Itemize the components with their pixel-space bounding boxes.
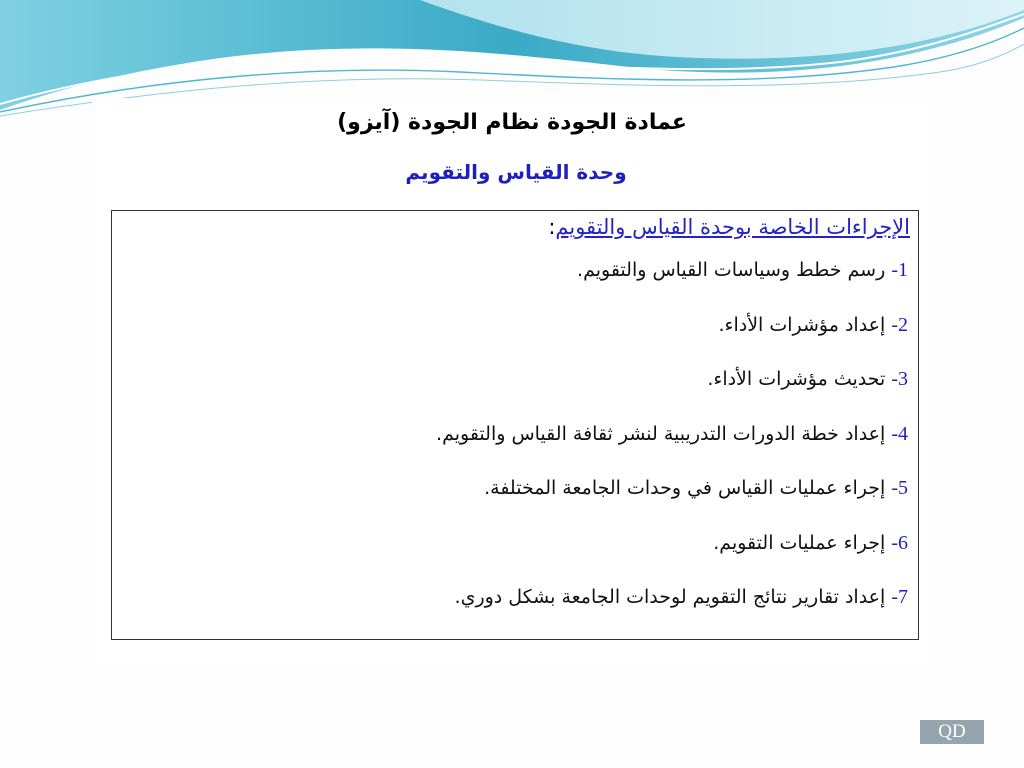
procedure-text: رسم خطط وسياسات القياس والتقويم. [577, 259, 892, 281]
procedure-item-5 [484, 477, 908, 500]
procedure-item-6 [713, 532, 908, 555]
procedure-number: 4- [891, 423, 908, 445]
procedure-text: تحديث مؤشرات الأداء. [707, 368, 892, 390]
procedure-item-7 [455, 586, 908, 609]
procedure-item-2 [718, 314, 908, 337]
qd-badge: QD [920, 720, 984, 744]
procedure-text: إعداد مؤشرات الأداء. [718, 314, 892, 336]
procedure-number: 3- [891, 368, 908, 390]
procedure-number: 7- [891, 586, 908, 608]
box-heading [548, 215, 910, 239]
procedure-number: 2- [891, 314, 908, 336]
page-subtitle: وحدة القياس والتقويم [405, 160, 627, 184]
procedure-text: إجراء عمليات التقويم. [713, 532, 892, 554]
procedure-text: إجراء عمليات القياس في وحدات الجامعة المختلفة. [484, 477, 892, 499]
procedure-item-4 [436, 423, 908, 446]
box-heading-link[interactable]: الإجراءات الخاصة بوحدة القياس والتقويم [555, 215, 910, 239]
page-title: عمادة الجودة نظام الجودة (آيزو) [337, 110, 687, 135]
box-heading-colon: : [548, 215, 556, 239]
procedure-number: 6- [891, 532, 908, 554]
procedure-number: 5- [891, 477, 908, 499]
procedure-number: 1- [891, 259, 908, 281]
procedures-box [111, 210, 919, 640]
procedure-text: إعداد تقارير نتائج التقويم لوحدات الجامعة بشكل دوري. [454, 586, 892, 608]
procedure-item-3 [707, 368, 908, 391]
procedure-text: إعداد خطة الدورات التدريبية لنشر ثقافة القياس والتقويم. [436, 423, 892, 445]
procedure-item-1 [577, 259, 908, 282]
